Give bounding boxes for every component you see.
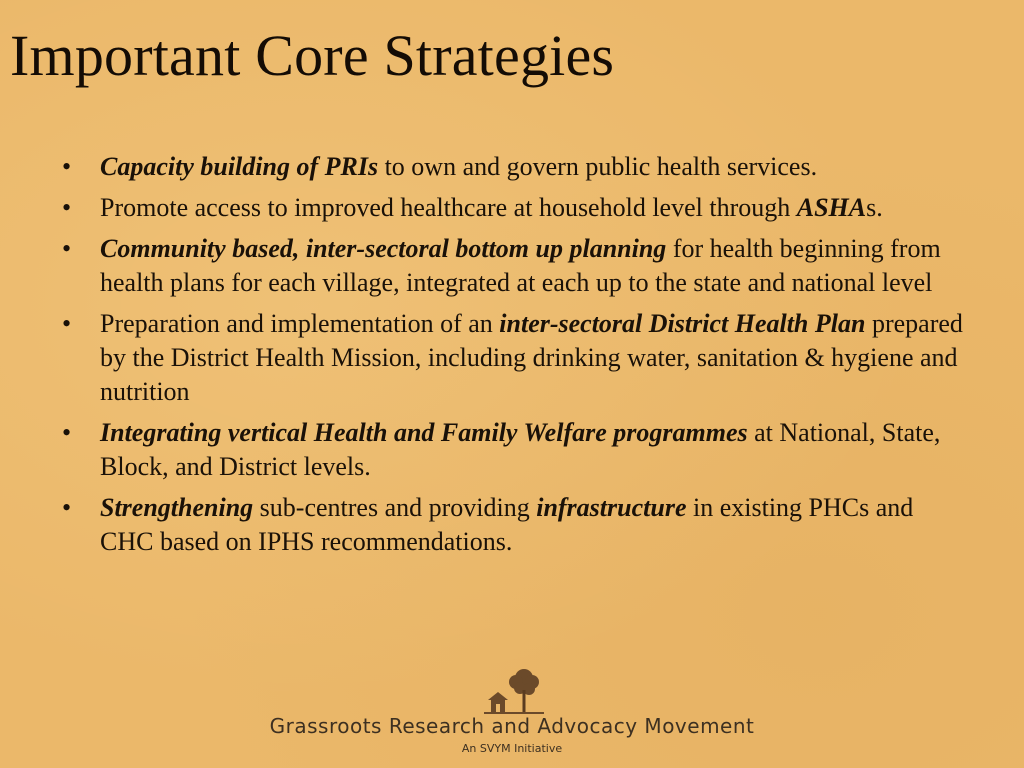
bullet-text: Preparation and implementation of an: [100, 309, 500, 338]
bullet-text: for health beginning from health plans for each village, integrated at each up to the state and national level: [100, 234, 941, 297]
bullet-emphasis: infrastructure: [536, 493, 687, 522]
bullet-text: to own and govern public health services.: [378, 152, 818, 181]
bullet-list: [62, 150, 972, 566]
bullet-icon: •: [62, 309, 72, 338]
org-subtitle: An SVYM Initiative: [461, 742, 563, 755]
bullet-item: [62, 416, 972, 484]
bullet-emphasis: Strengthening: [100, 493, 254, 522]
bullet-emphasis: ASHA: [796, 193, 867, 222]
bullet-item: [62, 307, 972, 409]
bullet-text: s.: [866, 193, 883, 222]
bullet-icon: •: [62, 493, 72, 522]
bullet-icon: •: [62, 234, 72, 263]
bullet-item: [62, 150, 972, 184]
footer-logo-block: [0, 660, 1024, 768]
bullet-emphasis: inter-sectoral District Health Plan: [499, 309, 866, 338]
bullet-item: [62, 491, 972, 559]
tree-house-logo-icon: [480, 664, 550, 716]
bullet-text: prepared by the District Health Mission, including drinking water, sanitation & hygiene and nutrition: [100, 309, 963, 406]
bullet-item: [62, 191, 972, 225]
bullet-icon: •: [62, 152, 72, 181]
slide-title: Important Core Strategies: [10, 23, 615, 88]
bullet-text: sub-centres and providing: [253, 493, 537, 522]
bullet-emphasis: Integrating vertical Health and Family Welfare programmes: [100, 418, 748, 447]
bullet-text: Promote access to improved healthcare at household level through: [100, 193, 797, 222]
bullet-text: at National, State, Block, and District levels.: [100, 418, 941, 481]
bullet-icon: •: [62, 418, 72, 447]
bullet-icon: •: [62, 193, 72, 222]
org-name: Grassroots Research and Advocacy Movement: [269, 714, 755, 738]
bullet-item: [62, 232, 972, 300]
bullet-text: in existing PHCs and CHC based on IPHS recommendations.: [100, 493, 914, 556]
bullet-emphasis: Capacity building of PRIs: [100, 152, 379, 181]
bullet-emphasis: Community based, inter-sectoral bottom up planning: [100, 234, 667, 263]
